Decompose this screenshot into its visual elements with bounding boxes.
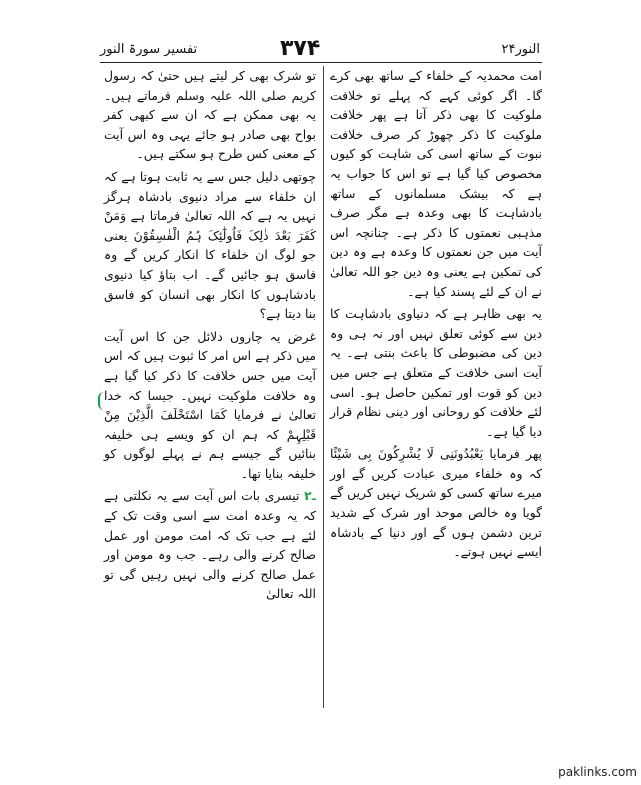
paragraph: تو شرک بھی کر لیتے ہیں حتیٰ کہ رسول کریم صلی اللہ علیہ وسلم فرماتے ہیں۔ یہ بھی ممکن ہے کہ ان سے کبھی کفر بواح بھی صادر ہو جائے یہی وہ اس آیت کے معنی کس طرح ہو سکتے ہیں۔: [104, 68, 316, 162]
left-column: [104, 66, 316, 607]
right-column: [330, 66, 542, 565]
column-divider: [323, 66, 324, 708]
header-rule: [100, 62, 542, 63]
paragraph: [104, 486, 316, 604]
paragraph: غرض یہ چاروں دلائل جن کا اس آیت میں ذکر ہے اس امر کا ثبوت ہیں کہ اس آیت میں جس خلافت کا ذکر کیا گیا ہے وہ خلافت ملوکیت نہیں۔ جیسا کہ خدا تعالیٰ نے فرمایا کَمَا اسْتَخْلَفَ الَّذِیْنَ مِنْ قَبْلِہِمْ کہ ہم ان کو ویسے ہی خلیفہ بنائیں گے جیسے ہم نے پہلے لوگوں کو خلیفہ بنایا تھا۔: [104, 328, 316, 481]
paragraph-text: تیسری بات اس آیت سے یہ نکلتی ہے کہ یہ وعدہ امت سے اسی وقت تک کے لئے ہے جب تک کہ امت مومن اور عمل صالح کرنے والی رہے۔ جب وہ مومن اور عمل صالح کرنے والی نہیں رہیں گی تو اللہ تعالیٰ: [104, 488, 316, 602]
green-bracket-annotation: [98, 392, 106, 410]
paragraph: یہ بھی ظاہر ہے کہ دنیاوی بادشاہت کا دین سے کوئی تعلق نہیں اور نہ ہی وہ دین کی مضبوطی کا باعث بنتی ہے۔ یہ آیت اسی خلافت کے متعلق ہے جس میں دین کو قوت اور تمکین حاصل ہو۔ اسی لئے خلافت کو روحانی اور دینی نظام قرار دیا گیا ہے۔: [330, 306, 542, 439]
paragraph: چوتھی دلیل جس سے یہ ثابت ہوتا ہے کہ ان خلفاء سے مراد دنیوی بادشاہ ہرگز نہیں یہ ہے کہ اللہ تعالیٰ فرماتا ہے وَمَنْ کَفَرَ بَعْدَ ذٰلِکَ فَاُولٰٓئِکَ ہُمُ الْفٰسِقُوْنَ یعنی جو لوگ ان خلفاء کا انکار کریں گے وہ فاسق ہو جائیں گے۔ اب بتاؤ کیا دنیوی بادشاہوں کا انکار بھی انسان کو فاسق بنا دیتا ہے؟: [104, 168, 316, 322]
header-book-title: تفسیر سورۃ النور: [100, 42, 198, 57]
watermark: paklinks.com: [558, 765, 637, 779]
green-annotation-mark: ـ۲: [304, 488, 316, 504]
paragraph: امت محمدیہ کے خلفاء کے ساتھ بھی کرے گا۔ اگر کوئی کہے کہ پہلے تو خلافت ملوکیت کا بھی ذکر آتا ہے پھر خلافت ملوکیت کا ذکر چھوڑ کر صرف خلافت نبوت کے ساتھ اسی کی شاہت کو کیوں مخصوص کیا گیا ہے تو اس کا جواب یہ ہے کہ بیشک مسلمانوں کے ساتھ بادشاہت کا بھی وعدہ ہے مگر صرف مذہبی نعمتوں کا ذکر ہے۔ چنانچہ اس آیت میں جن نعمتوں کا وعدہ ہے وہ دین کی تمکین ہے یعنی وہ دین جو اللہ تعالیٰ نے ان کے لئے پسند کیا ہے۔: [330, 68, 542, 299]
paragraph: پھر فرمایا یَعْبُدُونَنِی لَا یُشْرِکُونَ بِی شَیْئًا کہ وہ خلفاء میری عبادت کریں گے اور میرے ساتھ کسی کو شریک نہیں کریں گے گویا وہ خالص موحد اور شرک کے شدید ترین دشمن ہوں گے اور دنیا کے بادشاہ ایسے نہیں ہوتے۔: [330, 446, 542, 560]
header-surah: النور۲۴: [501, 42, 540, 57]
page-number: ۳۷۴: [280, 36, 321, 61]
